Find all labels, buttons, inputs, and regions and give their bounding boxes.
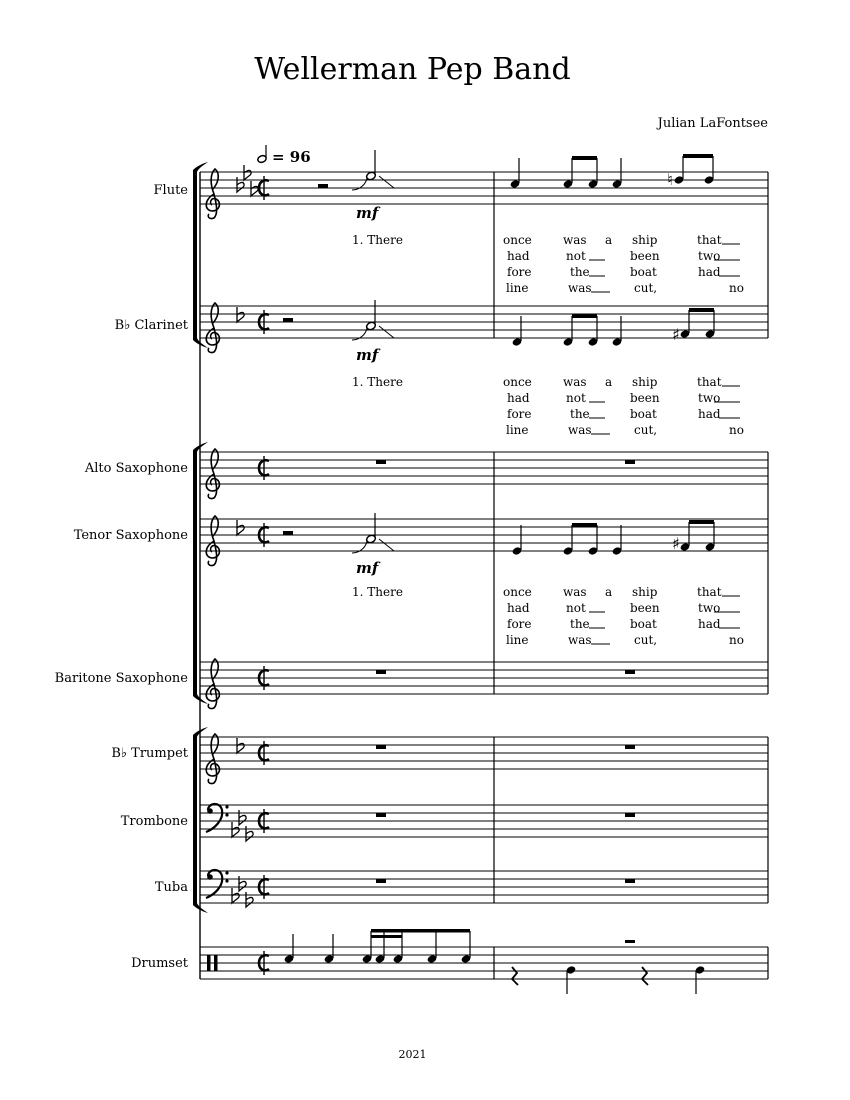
footer-year: 2021 [398, 1048, 427, 1061]
lyric-word: not [566, 249, 586, 263]
staff-trombone [200, 805, 768, 837]
instrument-label-clarinet: B♭ Clarinet [114, 318, 188, 333]
lyric-word: two [698, 391, 721, 405]
lyric-word: ship [632, 375, 658, 389]
lyric-word: two [698, 249, 721, 263]
svg-text:♮: ♮ [667, 170, 673, 189]
dynamic-mf: mf [356, 559, 379, 577]
svg-text:♯: ♯ [672, 534, 680, 553]
clarinet-notes [352, 300, 715, 364]
instrument-label-flute: Flute [153, 183, 188, 198]
lyric-word: fore [507, 265, 532, 279]
treble-clef-icon [206, 303, 219, 353]
lyric-word: two [698, 601, 721, 615]
lyric-word: been [630, 601, 660, 615]
lyric-word: that [697, 375, 722, 389]
lyric-word: ship [632, 233, 658, 247]
lyric-word: was [568, 633, 592, 647]
lyric-word: was [563, 233, 587, 247]
key-signature-flats-trombone [232, 810, 253, 841]
lyric-word: the [570, 265, 590, 279]
treble-clef-icon [206, 449, 219, 499]
tenor-sax-notes [352, 513, 715, 577]
lyric-word: line [506, 281, 529, 295]
lyric-extenders [589, 244, 740, 644]
tempo-marking [257, 145, 311, 166]
lyric-word: once [503, 375, 532, 389]
treble-clef-icon [206, 659, 219, 709]
lyric-word: had [698, 265, 721, 279]
treble-clef-icon [206, 734, 219, 784]
lyric-word: not [566, 391, 586, 405]
tempo-text: = 96 [272, 148, 311, 166]
staff-trumpet [200, 737, 768, 769]
lyric-word: cut, [634, 281, 658, 295]
bass-clef-icon [206, 870, 229, 898]
lyric-word: been [630, 249, 660, 263]
lyric-word: line [506, 633, 529, 647]
dynamic-mf: mf [356, 204, 379, 222]
svg-text:♯: ♯ [672, 325, 680, 344]
instrument-label-trombone: Trombone [120, 814, 188, 829]
lyric-word: boat [630, 265, 657, 279]
lyric-word: had [507, 391, 530, 405]
barlines [200, 172, 768, 979]
lyric-word: had [698, 617, 721, 631]
instrument-label-tenor-sax: Tenor Saxophone [73, 528, 188, 543]
instrument-label-drumset: Drumset [131, 956, 188, 971]
staff-tuba [200, 871, 768, 903]
lyric-word: was [568, 423, 592, 437]
lyric-word: was [563, 375, 587, 389]
lyric-word: was [568, 281, 592, 295]
lyric-word: a [605, 375, 613, 389]
treble-clef-icon [206, 169, 219, 219]
lyric-word: no [729, 281, 744, 295]
lyric-word: not [566, 601, 586, 615]
lyric-word: been [630, 391, 660, 405]
lyric-word: once [503, 585, 532, 599]
lyric-word: the [570, 617, 590, 631]
staff-alto-sax [200, 452, 768, 484]
lyric-word: no [729, 633, 744, 647]
key-signature-flats-tuba [232, 876, 253, 907]
lyric-word: cut, [634, 633, 658, 647]
staff-bari-sax [200, 662, 768, 694]
lyric-pickup: 1. There [352, 233, 403, 247]
lyric-word: fore [507, 407, 532, 421]
lyric-word: cut, [634, 423, 658, 437]
lyric-word: had [507, 601, 530, 615]
lyric-word: boat [630, 407, 657, 421]
staff-drumset [200, 947, 768, 979]
lyric-word: ship [632, 585, 658, 599]
lyric-word: a [605, 585, 613, 599]
composer-name: Julian LaFontsee [657, 116, 768, 131]
lyric-word: line [506, 423, 529, 437]
lyric-word: boat [630, 617, 657, 631]
half-rests [283, 184, 328, 535]
lyric-pickup: 1. There [352, 585, 403, 599]
lyric-word: a [605, 233, 613, 247]
dynamic-mf: mf [356, 346, 379, 364]
lyric-word: no [729, 423, 744, 437]
lyric-word: the [570, 407, 590, 421]
instrument-label-bari-sax: Baritone Saxophone [54, 671, 188, 686]
lyric-word: had [698, 407, 721, 421]
lyric-word: that [697, 233, 722, 247]
flute-notes [352, 150, 714, 222]
lyric-word: once [503, 233, 532, 247]
bass-clef-icon [206, 804, 229, 832]
instrument-label-trumpet: B♭ Trumpet [111, 746, 188, 761]
instrument-label-tuba: Tuba [154, 880, 188, 895]
treble-clef-icon [206, 516, 219, 566]
lyric-pickup: 1. There [352, 375, 403, 389]
lyric-word: fore [507, 617, 532, 631]
instrument-label-alto-sax: Alto Saxophone [84, 461, 188, 476]
lyric-word: that [697, 585, 722, 599]
lyric-word: was [563, 585, 587, 599]
lyric-word: had [507, 249, 530, 263]
score-title: Wellerman Pep Band [254, 52, 571, 87]
